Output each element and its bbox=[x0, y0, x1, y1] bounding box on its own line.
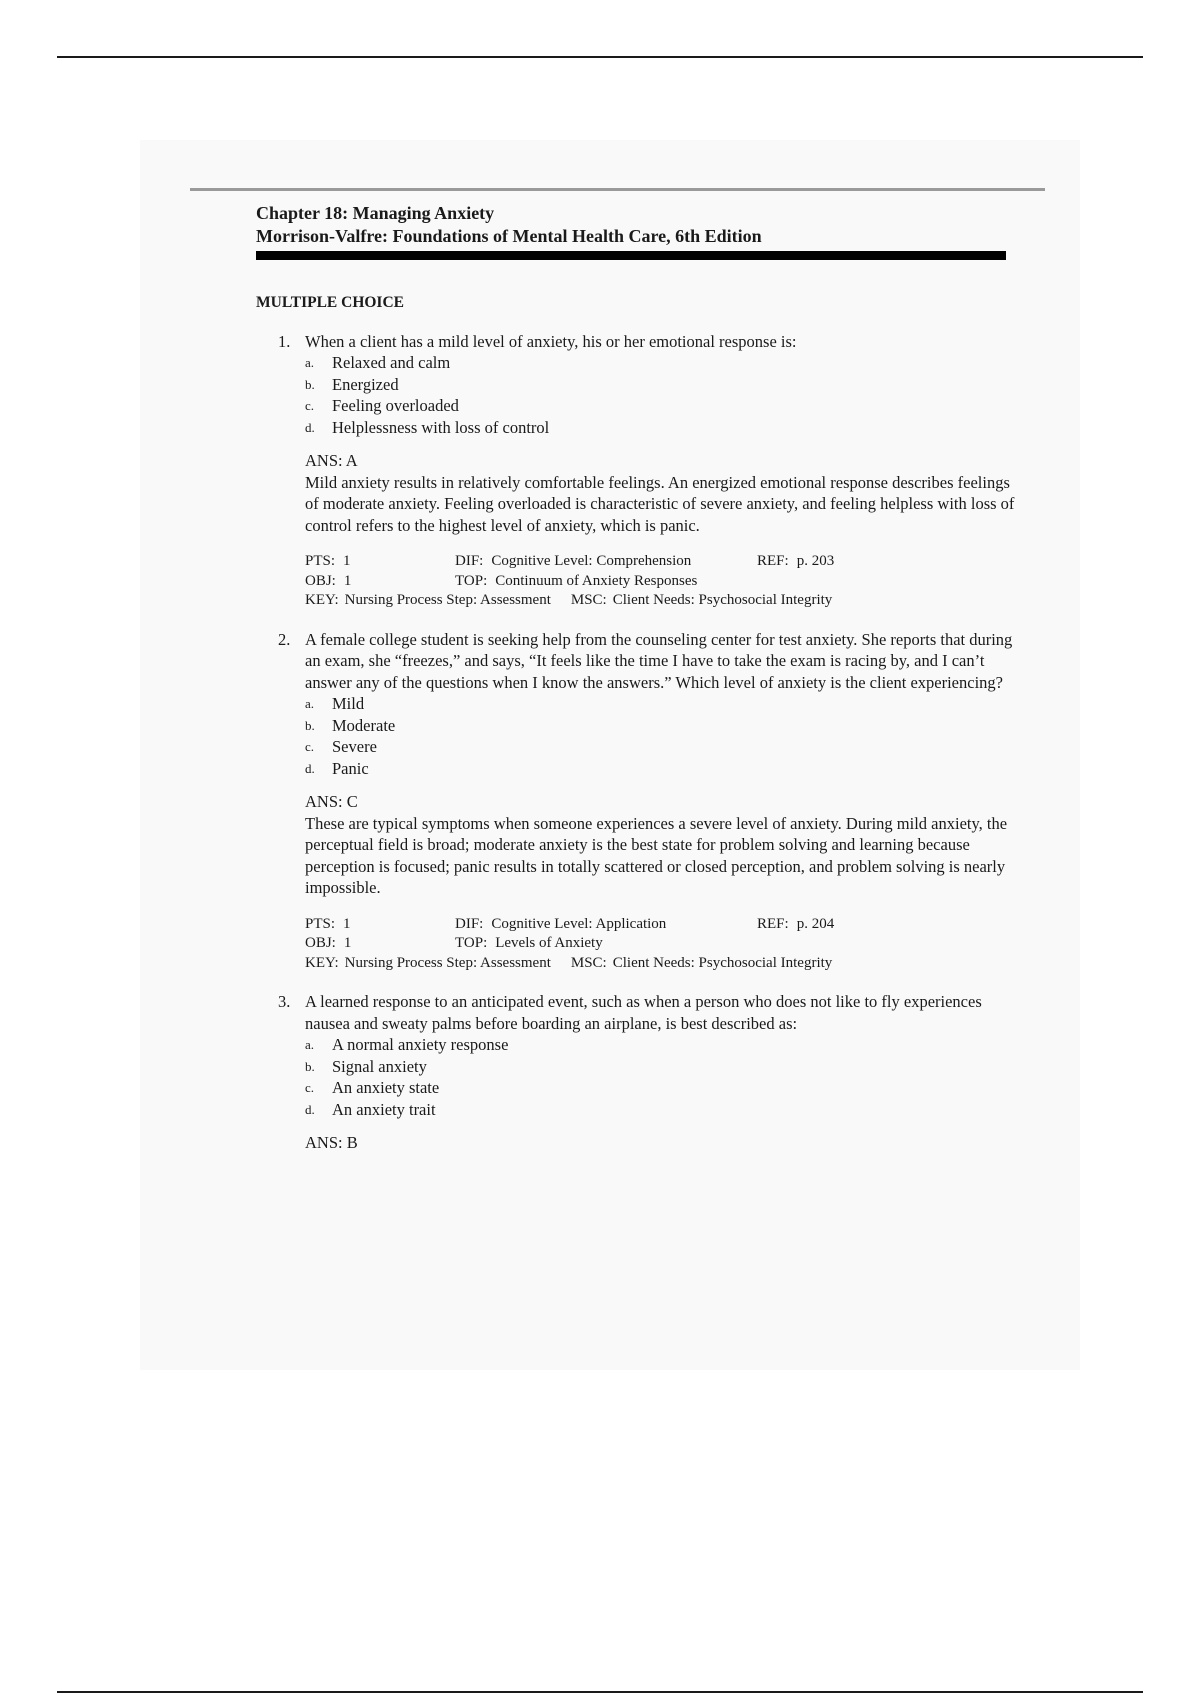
meta-row bbox=[305, 915, 1016, 935]
meta-row bbox=[305, 552, 1016, 572]
pts-label: PTS: bbox=[305, 553, 336, 569]
option-text: Severe bbox=[332, 737, 377, 756]
question-1 bbox=[256, 331, 1016, 611]
ref-label: REF: bbox=[757, 915, 789, 932]
question-3 bbox=[256, 991, 1016, 1154]
msc-label: MSC: bbox=[570, 954, 607, 971]
question-2 bbox=[256, 629, 1016, 974]
option-text: Panic bbox=[332, 758, 369, 778]
option-d bbox=[305, 758, 1016, 780]
option-letter: c. bbox=[305, 1080, 315, 1095]
top-label: TOP: bbox=[455, 935, 488, 951]
option-b bbox=[305, 715, 1016, 737]
answer-options bbox=[305, 693, 1016, 779]
option-text: An anxiety trait bbox=[332, 1099, 436, 1119]
page-top-rule bbox=[57, 56, 1143, 58]
question-stem: When a client has a mild level of anxiety, his or her emotional response is: bbox=[305, 331, 797, 351]
option-a bbox=[305, 1034, 1016, 1056]
option-c bbox=[305, 395, 1016, 417]
option-d bbox=[305, 417, 1016, 439]
answer-key: ANS: C bbox=[305, 792, 358, 811]
rationale: These are typical symptoms when someone experiences a severe level of anxiety. During mild anxiety, the perceptual field is broad; moderate anxiety is the best state for problem solving and learning because perception is focused; panic results in totally scattered or closed perception, and problem solving is nearly impossible. bbox=[305, 813, 1008, 897]
document-content bbox=[256, 202, 1016, 1172]
ref-value: p. 203 bbox=[796, 553, 835, 569]
meta-row bbox=[305, 572, 1016, 592]
option-text: Feeling overloaded bbox=[332, 396, 459, 415]
question-metadata bbox=[305, 552, 1016, 611]
msc-label: MSC: bbox=[570, 592, 607, 608]
option-b bbox=[305, 1056, 1016, 1078]
key-value: Nursing Process Step: Assessment bbox=[344, 592, 551, 608]
answer-options bbox=[305, 352, 1016, 438]
obj-label: OBJ: bbox=[305, 935, 336, 951]
answer-key: ANS: B bbox=[305, 1133, 358, 1152]
option-letter: b. bbox=[305, 1058, 315, 1074]
option-b bbox=[305, 374, 1016, 396]
section-heading: MULTIPLE CHOICE bbox=[256, 294, 404, 311]
rationale: Mild anxiety results in relatively comfortable feelings. An energized emotional response describes feelings of moderate anxiety. Feeling overloaded is characteristic of severe anxiety, and feeling helpless with loss of control refers to the highest level of anxiety, which is panic. bbox=[305, 472, 1015, 535]
meta-row bbox=[305, 954, 1016, 974]
answer-options bbox=[305, 1034, 1016, 1120]
obj-value: 1 bbox=[343, 572, 352, 589]
answer-key: ANS: A bbox=[305, 451, 358, 470]
header-divider bbox=[256, 251, 1006, 260]
ref-value: p. 204 bbox=[796, 915, 835, 932]
key-label: KEY: bbox=[305, 954, 339, 971]
obj-value: 1 bbox=[343, 935, 352, 951]
option-text: Moderate bbox=[332, 715, 396, 735]
question-stem: A learned response to an anticipated event, such as when a person who does not like to fly experiences nausea and sweaty palms before boarding an airplane, is best described as: bbox=[305, 992, 982, 1033]
book-title: Morrison-Valfre: Foundations of Mental Health Care, 6th Edition bbox=[256, 226, 762, 246]
meta-row bbox=[305, 934, 1016, 954]
question-metadata bbox=[305, 915, 1016, 974]
option-d bbox=[305, 1099, 1016, 1121]
option-text: An anxiety state bbox=[332, 1078, 440, 1097]
option-c bbox=[305, 736, 1016, 758]
option-letter: c. bbox=[305, 739, 315, 754]
dif-label: DIF: bbox=[455, 553, 484, 569]
msc-value: Client Needs: Psychosocial Integrity bbox=[612, 592, 833, 608]
dif-value: Cognitive Level: Application bbox=[491, 915, 667, 932]
option-text: Energized bbox=[332, 374, 399, 394]
option-text: Signal anxiety bbox=[332, 1056, 427, 1076]
option-letter: d. bbox=[305, 419, 315, 435]
pts-label: PTS: bbox=[305, 915, 336, 932]
pts-value: 1 bbox=[343, 553, 351, 569]
option-a bbox=[305, 693, 1016, 715]
ref-label: REF: bbox=[757, 553, 789, 569]
dif-value: Cognitive Level: Comprehension bbox=[491, 553, 692, 569]
option-a bbox=[305, 352, 1016, 374]
option-letter: a. bbox=[305, 696, 315, 711]
option-text: Helplessness with loss of control bbox=[332, 417, 550, 437]
dif-label: DIF: bbox=[455, 915, 484, 932]
page-bottom-rule bbox=[57, 1691, 1143, 1693]
key-value: Nursing Process Step: Assessment bbox=[344, 954, 551, 971]
option-c bbox=[305, 1077, 1016, 1099]
top-label: TOP: bbox=[455, 572, 488, 589]
option-text: A normal anxiety response bbox=[332, 1035, 509, 1054]
scanned-page-top-rule bbox=[190, 188, 1045, 191]
top-value: Continuum of Anxiety Responses bbox=[495, 572, 698, 589]
key-label: KEY: bbox=[305, 592, 339, 608]
option-letter: b. bbox=[305, 376, 315, 392]
top-value: Levels of Anxiety bbox=[495, 935, 603, 951]
option-letter: a. bbox=[305, 355, 315, 370]
option-letter: d. bbox=[305, 1101, 315, 1117]
option-text: Relaxed and calm bbox=[332, 353, 451, 372]
option-letter: b. bbox=[305, 717, 315, 733]
option-letter: d. bbox=[305, 760, 315, 776]
obj-label: OBJ: bbox=[305, 572, 336, 589]
option-text: Mild bbox=[332, 694, 365, 713]
question-number: 1. bbox=[278, 331, 291, 351]
question-number: 3. bbox=[278, 992, 291, 1011]
pts-value: 1 bbox=[343, 915, 351, 932]
option-letter: a. bbox=[305, 1037, 315, 1052]
meta-row bbox=[305, 591, 1016, 611]
question-stem: A female college student is seeking help from the counseling center for test anxiety. She reports that during an exam, she “freezes,” and says, “It feels like the time I have to take the exam is racing by, and I can’t answer any of the questions when I know the answers.” Which level of anxiety is the client experiencing? bbox=[305, 629, 1013, 692]
question-number: 2. bbox=[278, 629, 291, 649]
chapter-title: Chapter 18: Managing Anxiety bbox=[256, 203, 495, 223]
option-letter: c. bbox=[305, 398, 315, 413]
msc-value: Client Needs: Psychosocial Integrity bbox=[612, 954, 833, 971]
